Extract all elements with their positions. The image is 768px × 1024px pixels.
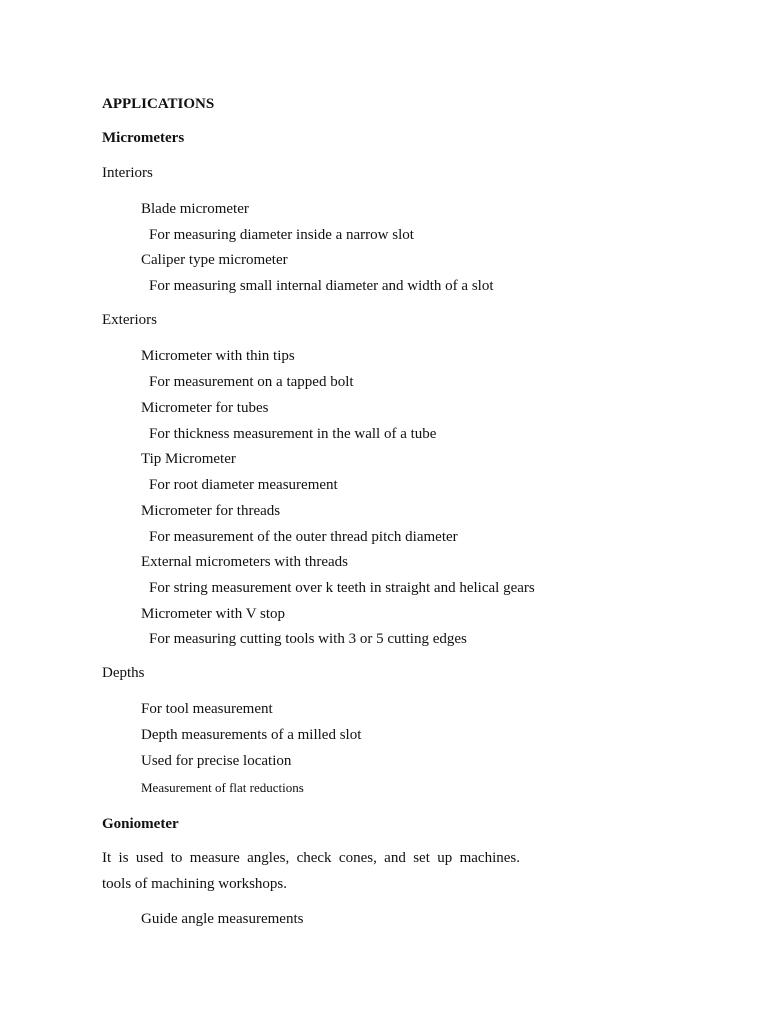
list-item [126,399,268,417]
list-item [126,502,280,520]
list-item [126,726,361,744]
subsection-label-exteriors: Exteriors [102,312,157,328]
list-item [126,752,291,770]
list-item [126,553,348,571]
list-item-description: For root diameter measurement [149,477,338,493]
list-item-label: Micrometer for tubes [141,400,269,416]
list-item-description: For measuring small internal diameter and width of a slot [149,278,494,294]
list-item [126,347,295,365]
list-item-label: Guide angle measurements [141,911,304,927]
list-item [126,700,273,718]
list-item-label: Depth measurements of a milled slot [141,727,362,743]
list-item-label: Blade micrometer [141,201,249,217]
list-item [126,200,249,218]
list-item-label: External micrometers with threads [141,554,349,570]
list-item-label: Micrometer for threads [141,503,281,519]
list-item [126,605,285,623]
list-item-label: For tool measurement [141,701,273,717]
list-item-label: Used for precise location [141,753,292,769]
list-item-description: For thickness measurement in the wall of a tube [149,426,437,442]
list-item-description: For measurement on a tapped bolt [149,374,354,390]
list-item-description: For measurement of the outer thread pitch diameter [149,529,458,545]
subsection-label-depths: Depths [102,665,145,681]
paragraph-line: tools of machining workshops. [102,876,287,892]
list-item [126,450,236,468]
list-item [126,251,288,269]
paragraph-line: It is used to measure angles, check cones, and set up machines. [102,850,520,866]
list-item-label: Micrometer with V stop [141,606,286,622]
paragraph [102,845,520,897]
list-item-label: Tip Micrometer [141,451,236,467]
list-item-label: Micrometer with thin tips [141,348,295,364]
list-item-label: Caliper type micrometer [141,252,288,268]
list-item [126,779,304,797]
list-item-description: For measuring cutting tools with 3 or 5 cutting edges [149,631,467,647]
section-heading-micrometers: Micrometers [102,130,185,146]
list-item-description: For string measurement over k teeth in straight and helical gears [149,580,535,596]
list-item [126,910,303,928]
list-item-description: For measuring diameter inside a narrow slot [149,227,414,243]
page-title: APPLICATIONS [102,96,215,112]
list-item-label: Measurement of flat reductions [141,780,304,795]
subsection-label-interiors: Interiors [102,165,153,181]
section-heading-goniometer: Goniometer [102,816,179,832]
